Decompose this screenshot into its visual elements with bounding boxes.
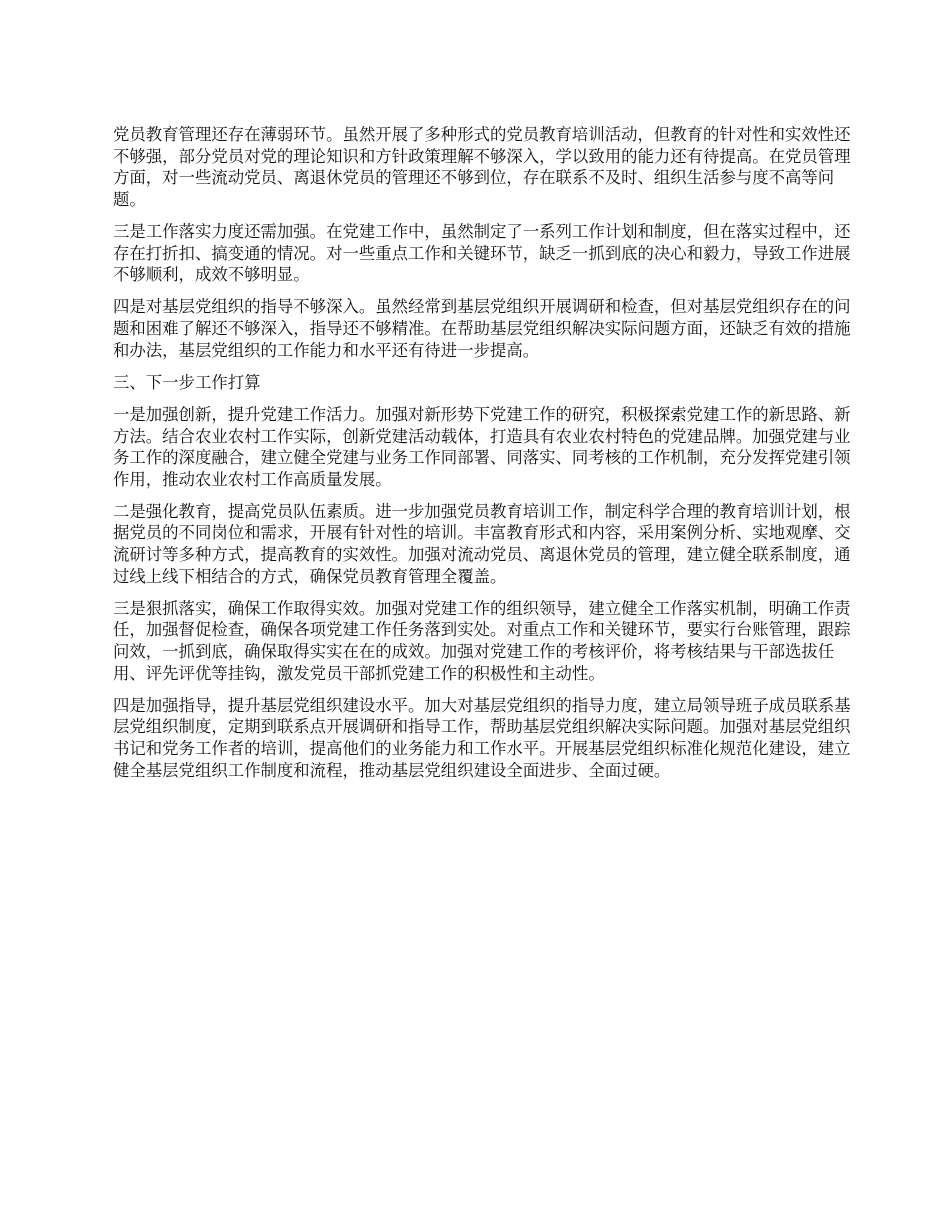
document-page — [113, 124, 858, 792]
paragraph-plan-guidance: 四是加强指导，提升基层党组织建设水平。加大对基层党组织的指导力度，建立局领导班子成员联系基层党组织制度，定期到联系点开展调研和指导工作，帮助基层党组织解决实际问题。加强对基层党组织书记和党务工作者的培训，提高他们的业务能力和工作水平。开展基层党组织标准化规范化建设，建立健全基层党组织工作制度和流程，推动基层党组织建设全面进步、全面过硬。 — [113, 695, 851, 780]
paragraph-plan-education: 二是强化教育，提高党员队伍素质。进一步加强党员教育培训工作，制定科学合理的教育培训计划，根据党员的不同岗位和需求，开展有针对性的培训。丰富教育形式和内容，采用案例分析、实地观摩、交流研讨等多种方式，提高教育的实效性。加强对流动党员、离退休党员的管理，建立健全联系制度，通过线上线下相结合的方式，确保党员教育管理全覆盖。 — [113, 501, 851, 586]
paragraph-party-member-education: 党员教育管理还存在薄弱环节。虽然开展了多种形式的党员教育培训活动，但教育的针对性和实效性还不够强，部分党员对党的理论知识和方针政策理解不够深入，学以致用的能力还有待提高。在党员管理方面，对一些流动党员、离退休党员的管理还不够到位，存在联系不及时、组织生活参与度不高等问题。 — [113, 125, 851, 209]
paragraph-guidance-weakness: 四是对基层党组织的指导不够深入。虽然经常到基层党组织开展调研和检查，但对基层党组织存在的问题和困难了解还不够深入，指导还不够精准。在帮助基层党组织解决实际问题方面，还缺乏有效的措施和办法，基层党组织的工作能力和水平还有待进一步提高。 — [113, 297, 851, 360]
paragraph-plan-innovation: 一是加强创新，提升党建工作活力。加强对新形势下党建工作的研究，积极探索党建工作的新思路、新方法。结合农业农村工作实际，创新党建活动载体，打造具有农业农村特色的党建品牌。加强党建与业务工作的深度融合，建立健全党建与业务工作同部署、同落实、同考核的工作机制，充分发挥党建引领作用，推动农业农村工作高质量发展。 — [113, 404, 851, 489]
section-heading-next-steps: 三、下一步工作打算 — [113, 372, 261, 392]
paragraph-implementation-weakness: 三是工作落实力度还需加强。在党建工作中，虽然制定了一系列工作计划和制度，但在落实过程中，还存在打折扣、搞变通的情况。对一些重点工作和关键环节，缺乏一抓到底的决心和毅力，导致工作进展不够顺利，成效不够明显。 — [113, 221, 851, 285]
paragraph-plan-implementation: 三是狠抓落实，确保工作取得实效。加强对党建工作的组织领导，建立健全工作落实机制，明确工作责任，加强督促检查，确保各项党建工作任务落到实处。对重点工作和关键环节，要实行台账管理，跟踪问效，一抓到底，确保取得实实在在的成效。加强对党建工作的考核评价，将考核结果与干部选拔任用、评先评优等挂钩，激发党员干部抓党建工作的积极性和主动性。 — [113, 598, 851, 683]
